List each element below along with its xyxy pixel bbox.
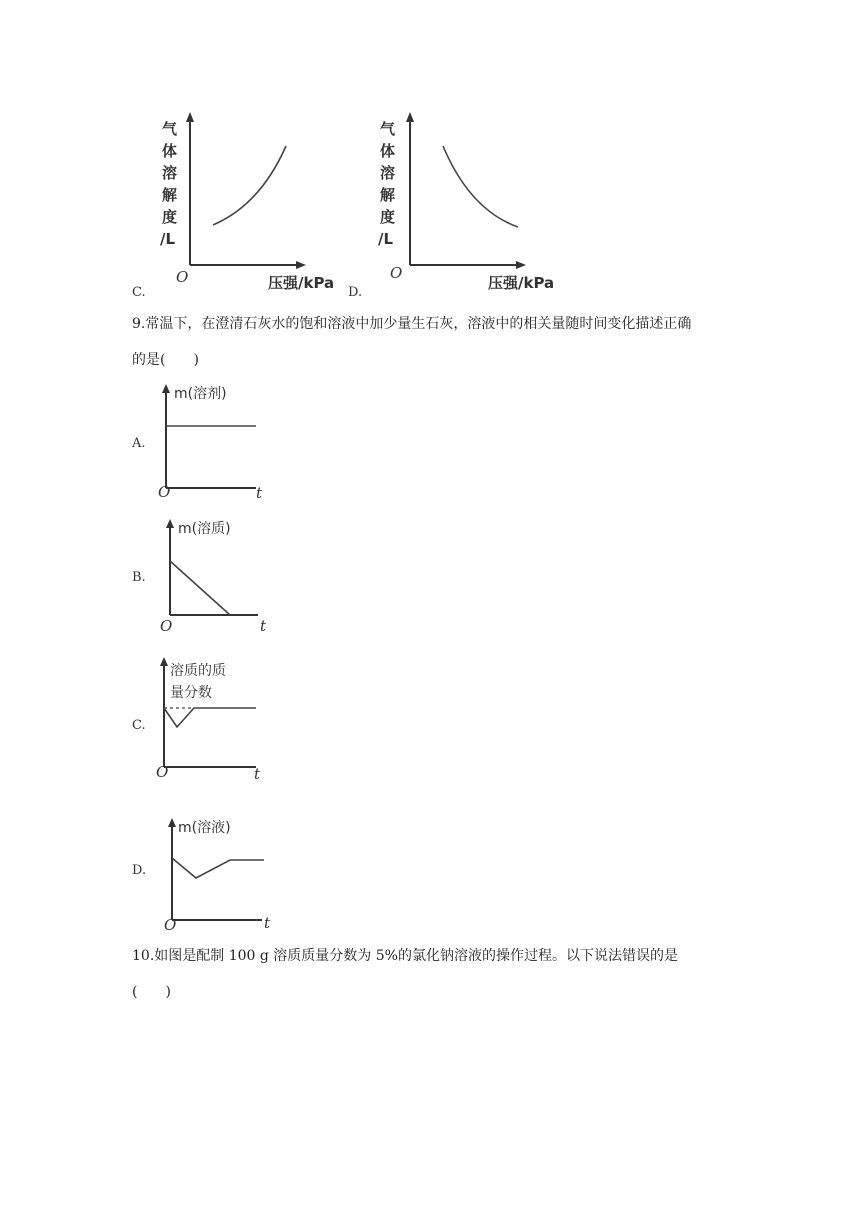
- y-axis-char: 度: [380, 208, 396, 226]
- y-axis-char: 体: [162, 142, 178, 160]
- y-axis-char: 溶: [162, 164, 178, 182]
- q9-stem-line2: 的是( ): [132, 352, 199, 368]
- q9-graph-b: [150, 515, 290, 635]
- y-axis-char: 气: [162, 120, 178, 138]
- q9-option-d-label: D.: [132, 863, 147, 878]
- q9-graph-c: [150, 655, 290, 783]
- q9-option-b-label: B.: [132, 570, 146, 585]
- solubility-curve-increasing: [213, 146, 286, 225]
- y-axis-char: 解: [162, 186, 178, 204]
- y-axis-label: m(溶剂): [174, 386, 227, 402]
- y-axis-arrow: [160, 657, 168, 666]
- y-axis-char: 解: [380, 186, 396, 204]
- solute-mass-line: [170, 561, 230, 615]
- y-axis-arrow: [406, 112, 414, 122]
- solubility-curve-decreasing: [443, 146, 518, 227]
- y-axis-char: 体: [380, 142, 396, 160]
- q8-option-c-label: C.: [132, 285, 146, 300]
- q10-stem-line2: ( ): [132, 984, 171, 1000]
- origin-label: O: [176, 268, 189, 286]
- y-axis-char: /L: [160, 230, 176, 248]
- y-axis-char: 度: [162, 208, 178, 226]
- y-axis-label: m(溶液): [178, 820, 231, 836]
- origin-label: O: [390, 264, 403, 282]
- q10-stem-line1: 10.如图是配制 100 g 溶质质量分数为 5%的氯化钠溶液的操作过程。以下说法错误的是: [132, 948, 678, 964]
- solution-mass-line: [172, 858, 264, 878]
- origin-label: O: [160, 617, 173, 635]
- x-axis-label: t: [254, 765, 261, 783]
- x-axis-arrow: [516, 261, 526, 269]
- y-axis-char: 溶: [380, 164, 396, 182]
- y-axis-label-line2: 量分数: [170, 685, 212, 701]
- x-axis-arrow: [296, 261, 306, 269]
- y-axis-arrow: [186, 112, 194, 122]
- q8-graph-c: [150, 110, 350, 295]
- y-axis-char: 气: [380, 120, 396, 138]
- q9-stem-line1: 9.常温下，在澄清石灰水的饱和溶液中加少量生石灰，溶液中的相关量随时间变化描述正确: [132, 316, 692, 332]
- y-axis-char: /L: [378, 230, 394, 248]
- q9-option-a-label: A.: [132, 436, 146, 451]
- origin-label: O: [156, 763, 169, 781]
- origin-label: O: [164, 916, 177, 934]
- y-axis-label-line1: 溶质的质: [170, 663, 226, 679]
- x-axis-label: t: [264, 914, 271, 932]
- origin-label: O: [158, 483, 171, 501]
- x-axis-label: 压强/kPa: [268, 274, 335, 292]
- y-axis-arrow: [162, 384, 170, 393]
- y-axis-arrow: [166, 519, 174, 528]
- y-axis-label: m(溶质): [178, 521, 231, 537]
- q8-graph-d: [370, 110, 570, 295]
- x-axis-label: 压强/kPa: [488, 274, 555, 292]
- x-axis-label: t: [256, 484, 263, 502]
- q9-option-c-label: C.: [132, 718, 146, 733]
- q9-graph-a: [150, 380, 290, 500]
- q8-option-d-label: D.: [348, 285, 363, 300]
- mass-fraction-line: [164, 708, 256, 727]
- q9-graph-d: [150, 812, 290, 932]
- x-axis-label: t: [260, 617, 267, 635]
- y-axis-arrow: [168, 818, 176, 827]
